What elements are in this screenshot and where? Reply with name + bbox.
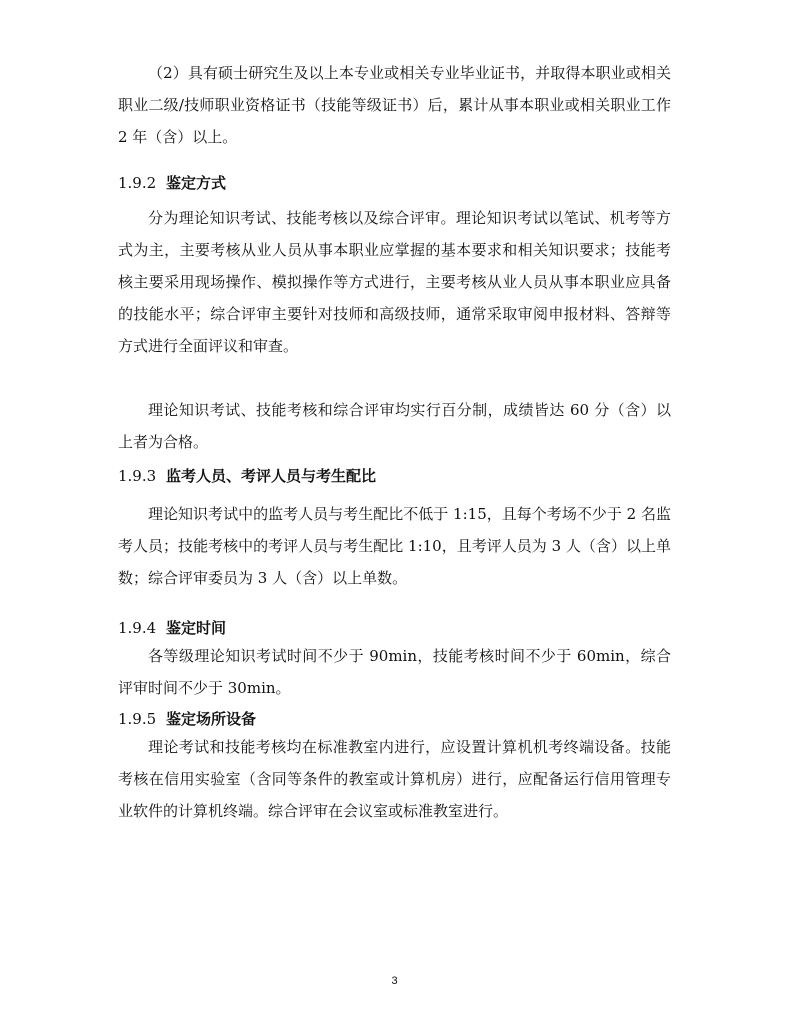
heading-number: 1.9.2	[118, 174, 157, 192]
paragraph-scoring: 理论知识考试、技能考核和综合评审均实行百分制，成绩皆达 60 分（含）以上者为合格。	[118, 401, 671, 451]
page-number: 3	[391, 975, 398, 987]
heading-1-9-5	[118, 707, 256, 731]
heading-1-9-3	[118, 464, 376, 488]
heading-title: 鉴定方式	[166, 174, 227, 192]
paragraph-venue-equipment: 理论考试和技能考核均在标准教室内进行，应设置计算机机考终端设备。技能考核在信用实验室（含同等条件的教室或计算机房）进行，应配备运行信用管理专业软件的计算机终端。综合评审在会议室或标准教室进行。	[118, 738, 671, 820]
paragraph-qualification: （2）具有硕士研究生及以上本专业或相关专业毕业证书，并取得本职业或相关职业二级/技师职业资格证书（技能等级证书）后，累计从事本职业或相关职业工作 2 年（含）以上。	[118, 64, 671, 146]
heading-title: 鉴定场所设备	[166, 710, 257, 728]
heading-title: 监考人员、考评人员与考生配比	[166, 467, 377, 485]
heading-number: 1.9.4	[118, 619, 157, 637]
heading-1-9-4	[118, 616, 226, 640]
paragraph-duration: 各等级理论知识考试时间不少于 90min，技能考核时间不少于 60min，综合评审时间不少于 30min。	[118, 647, 671, 697]
heading-number: 1.9.3	[118, 467, 157, 485]
paragraph-assessment-methods: 分为理论知识考试、技能考核以及综合评审。理论知识考试以笔试、机考等方式为主，主要考核从业人员从事本职业应掌握的基本要求和相关知识要求；技能考核主要采用现场操作、模拟操作等方式进行，主要考核从业人员从事本职业应具备的技能水平；综合评审主要针对技师和高级技师，通常采取审阅申报材料、答辩等方式进行全面评议和审查。	[118, 209, 671, 355]
heading-title: 鉴定时间	[166, 619, 227, 637]
paragraph-invigilator-ratio: 理论知识考试中的监考人员与考生配比不低于 1:15，且每个考场不少于 2 名监考人员；技能考核中的考评人员与考生配比 1:10，且考评人员为 3 人（含）以上单数；综合评审委员为 3 人（含）以上单数。	[118, 505, 671, 587]
heading-1-9-2	[118, 171, 226, 195]
heading-number: 1.9.5	[118, 710, 157, 728]
